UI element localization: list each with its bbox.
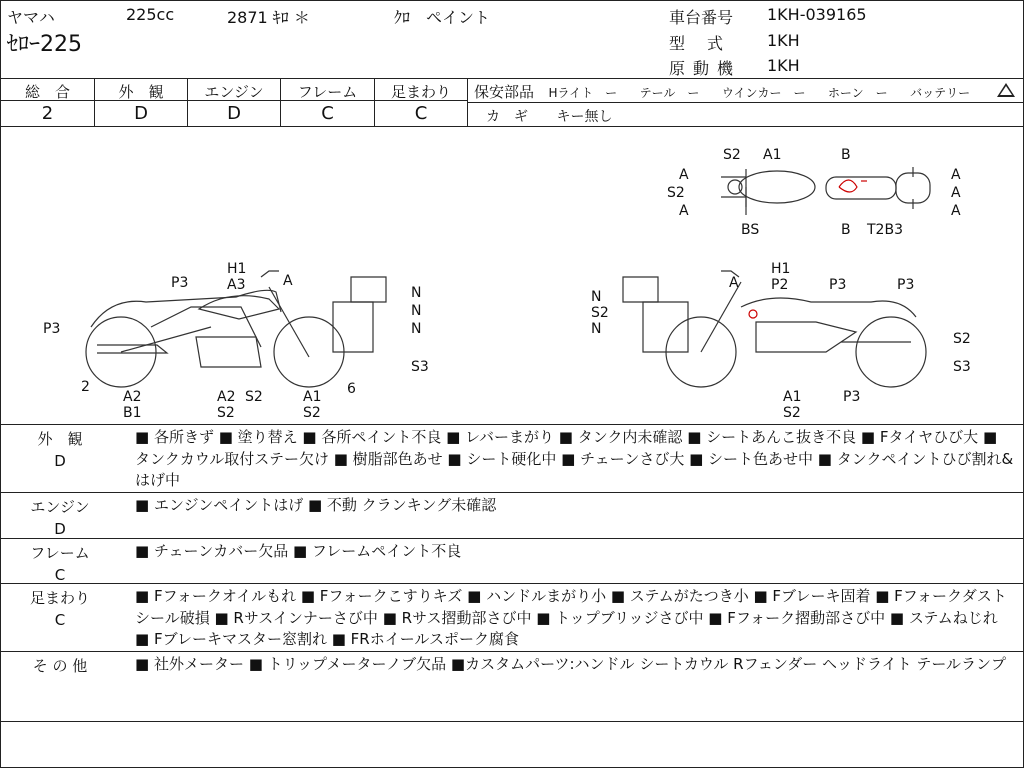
note-category-label: そ の 他 — [32, 657, 88, 675]
diagram-label: N — [591, 321, 602, 337]
diagram-label: A — [951, 167, 961, 183]
grade-label: 総 合 — [1, 81, 94, 101]
diagram-label: S3 — [953, 359, 971, 375]
grade-value: C — [321, 103, 334, 124]
grade-value: D — [227, 103, 241, 124]
key-row — [468, 103, 1024, 127]
diagram-label: S2 — [953, 331, 971, 347]
grades-row — [1, 79, 1024, 127]
diagram-label: P3 — [897, 277, 915, 293]
diagram-label: P2 — [771, 277, 789, 293]
model-name: ｾﾛｰ225 — [7, 32, 82, 57]
note-category-grade: D — [54, 520, 66, 538]
note-row-suspension — [1, 584, 1024, 652]
grade-label: フレーム — [281, 81, 374, 101]
diagram-label: S2 — [217, 405, 235, 421]
make: ヤマハ — [7, 8, 55, 27]
diagram-label: P3 — [43, 321, 61, 337]
damage-diagram — [1, 127, 1024, 425]
diagram-label: BS — [741, 222, 760, 238]
diagram-label: A3 — [227, 277, 246, 293]
diagram-label: S2 — [591, 305, 609, 321]
motorcycle-diagram — [1, 127, 1024, 425]
safety-item-winker: ウインカー ー — [721, 86, 806, 100]
note-category — [1, 652, 119, 677]
key-label: カ ギ — [486, 109, 528, 125]
diagram-label: 2 — [81, 379, 90, 395]
note-text: ■ 社外メーター ■ トリップメーターノブ欠品 ■カスタムパーツ:ハンドル シートカウル Rフェンダー ヘッドライト テールランプ — [135, 655, 1007, 673]
displacement: 225cc — [126, 5, 175, 24]
grade-value: 2 — [41, 103, 54, 124]
note-text: ■ チェーンカバー欠品 ■ フレームペイント不良 — [135, 542, 462, 560]
diagram-label: 6 — [347, 381, 356, 397]
diagram-label: H1 — [771, 261, 791, 277]
diagram-label-group — [43, 147, 971, 421]
note-category-label: エンジン — [30, 498, 90, 516]
note-text: ■ Fフォークオイルもれ ■ Fフォークこすりキズ ■ ハンドルまがり小 ■ ステムがたつき小 ■ Fブレーキ固着 ■ Fフォークダストシール破損 ■ Rサスインナーさび中 ■ Rサス摺動部さび中 ■ トップブリッジさび中 ■ Fフォーク摺動部さび中 ■ ステムねじれ ■ Fブレーキマスター窓割れ ■ FRホイールスポーク腐食 — [135, 587, 1007, 648]
diagram-label: S2 — [783, 405, 801, 421]
safety-parts-row — [468, 79, 1024, 103]
safety-item-battery: バッテリー — [910, 86, 971, 100]
note-row-frame — [1, 539, 1024, 584]
note-row-other — [1, 652, 1024, 722]
diagram-label: P3 — [171, 275, 189, 291]
grade-label: 足まわり — [375, 81, 467, 101]
engine-model-value: 1KH — [767, 56, 800, 75]
diagram-label: A1 — [303, 389, 322, 405]
safety-item-headlight: Hライト ー — [548, 86, 618, 100]
note-category — [1, 493, 119, 540]
note-category-label: 足まわり — [29, 589, 90, 607]
frame-number-value: 1KH-039165 — [767, 5, 867, 24]
diagram-label: A — [951, 203, 961, 219]
note-category — [1, 539, 119, 586]
safety-parts — [468, 79, 1024, 127]
diagram-label: B — [841, 222, 851, 238]
diagram-label: A — [283, 273, 293, 289]
grade-suspension — [375, 79, 468, 127]
key-value: キー無し — [556, 109, 613, 125]
diagram-label: S2 — [245, 389, 263, 405]
safety-item-tail: テール ー — [639, 86, 700, 100]
diagram-label: S3 — [411, 359, 429, 375]
warning-triangle-icon — [997, 83, 1015, 97]
diagram-label: A — [951, 185, 961, 201]
diagram-label: B — [841, 147, 851, 163]
type-value: 1KH — [767, 31, 800, 50]
grade-engine — [188, 79, 281, 127]
diagram-label: S2 — [667, 185, 685, 201]
note-category-label: 外 観 — [37, 430, 83, 448]
diagram-label: T2B3 — [867, 222, 903, 238]
grade-frame — [281, 79, 375, 127]
frame-number-label: 車台番号 — [669, 8, 734, 27]
grade-value: C — [414, 103, 428, 124]
note-category — [1, 584, 119, 631]
note-category — [1, 425, 119, 472]
diagram-label: A — [679, 167, 689, 183]
diagram-label: S2 — [303, 405, 321, 421]
diagram-label: A — [729, 275, 739, 291]
grade-exterior — [95, 79, 188, 127]
diagram-label: A2 — [217, 389, 236, 405]
motorcycle-top-view — [721, 167, 930, 215]
diagram-label: B1 — [123, 405, 142, 421]
diagram-label: A — [679, 203, 689, 219]
diagram-label: N — [411, 303, 422, 319]
grade-value: D — [134, 103, 148, 124]
safety-heading: 保安部品 — [474, 83, 535, 101]
engine-model-label: 原動機 — [669, 59, 742, 78]
note-category-grade: C — [54, 566, 66, 584]
diagram-label: A1 — [783, 389, 802, 405]
note-row-exterior — [1, 425, 1024, 493]
safety-item-horn: ホーン ー — [827, 86, 888, 100]
note-category-grade: C — [54, 611, 66, 629]
diagram-label: P3 — [829, 277, 847, 293]
diagram-label: A1 — [763, 147, 782, 163]
odometer: 2871 ｷﾛ ＊ — [227, 8, 310, 27]
note-category-grade: D — [54, 452, 66, 470]
note-text: ■ 各所きず ■ 塗り替え ■ 各所ペイント不良 ■ レバーまがり ■ タンク内未確認 ■ シートあんこ抜き不良 ■ Fタイヤひび大 ■ タンクカウル取付ステー欠け ■ 樹脂部色あせ ■ シート硬化中 ■ チェーンさび大 ■ シート色あせ中 ■ タンクペイントひび割れ&はげ中 — [135, 428, 1014, 489]
note-category-label: フレーム — [30, 544, 90, 562]
note-row-engine — [1, 493, 1024, 539]
color: ｸﾛ ペイント — [394, 8, 491, 27]
note-text: ■ エンジンペイントはげ ■ 不動 クランキング未確認 — [135, 496, 497, 514]
grade-overall — [1, 79, 95, 127]
diagram-label: P3 — [843, 389, 861, 405]
grade-label: 外 観 — [95, 81, 187, 101]
diagram-label: N — [411, 285, 422, 301]
grade-label: エンジン — [188, 81, 280, 101]
diagram-label: N — [591, 289, 602, 305]
diagram-label: S2 — [723, 147, 741, 163]
diagram-label: H1 — [227, 261, 247, 277]
header — [1, 1, 1024, 79]
diagram-label: N — [411, 321, 422, 337]
diagram-label: A2 — [123, 389, 142, 405]
type-label: 型式 — [669, 34, 746, 53]
